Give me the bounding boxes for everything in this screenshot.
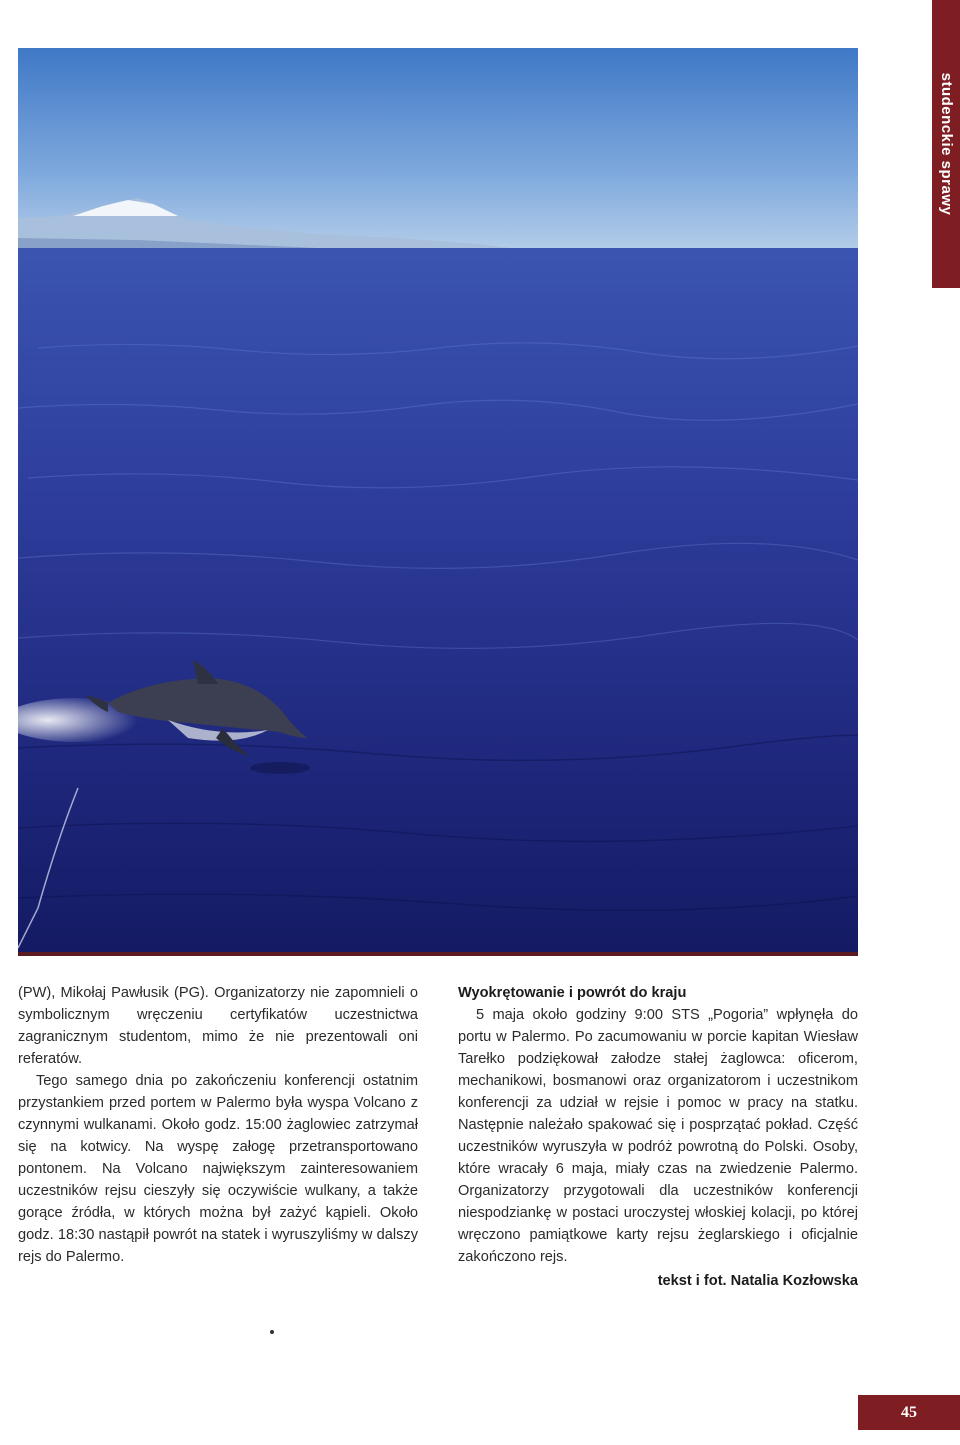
section-tab-label: studenckie sprawy xyxy=(938,72,955,216)
left-column xyxy=(18,982,418,1268)
section-tab xyxy=(932,0,960,288)
photo-border xyxy=(18,952,858,956)
print-speck xyxy=(270,1330,274,1334)
page-number: 45 xyxy=(858,1395,960,1430)
right-column xyxy=(458,982,858,1292)
left-paragraph-1: (PW), Mikołaj Pawłusik (PG). Organizatorzy nie zapomnieli o symbolicznym wręczeniu certyfikatów uczestnictwa zagranicznym studentom, mimo że nie prezentowali oni referatów. xyxy=(18,985,418,1067)
left-paragraph-2: Tego samego dnia po zakończeniu konferencji ostatnim przystankiem przed portem w Palermo była wyspa Volcano z czynnymi wulkanami. Około godz. 15:00 żaglowiec zatrzymał się na kotwicy. Na wyspę załogę przetransportowano pontonem. Na Volcano największym zainteresowaniem uczestników rejsu cieszyły się oczywiście wulkany, a także gorące źródła, w których można był zażyć kąpieli. Około godz. 18:30 nastąpił powrót na statek i wyruszyliśmy w dalszy rejs do Palermo. xyxy=(18,1073,418,1265)
right-paragraph-1: 5 maja około godziny 9:00 STS „Pogoria” wpłynęła do portu w Palermo. Po zacumowaniu w porcie kapitan Wiesław Tarełko podziękował załodze stałej żaglowca: oficerom, mechanikowi, bosmanowi oraz organizatorom i uczestnikom konferencji za udział w rejsie i pomoc w pracy na statku. Następnie należało spakować się i posprzątać pokład. Część uczestników wyruszyła w podróż powrotną do Polski. Osoby, które wracały 6 maja, miały czas na zwiedzenie Palermo. Organizatorzy przygotowali dla uczestników konferencji niespodziankę w postaci uroczystej włoskiej kolacji, po której wręczono pamiątkowe karty rejsu żeglarskiego i oficjalnie zakończono rejs. xyxy=(458,1007,858,1265)
dolphin-photo xyxy=(18,48,858,956)
section-heading: Wyokrętowanie i powrót do kraju xyxy=(458,985,687,1001)
author-credit: tekst i fot. Natalia Kozłowska xyxy=(657,1273,858,1289)
